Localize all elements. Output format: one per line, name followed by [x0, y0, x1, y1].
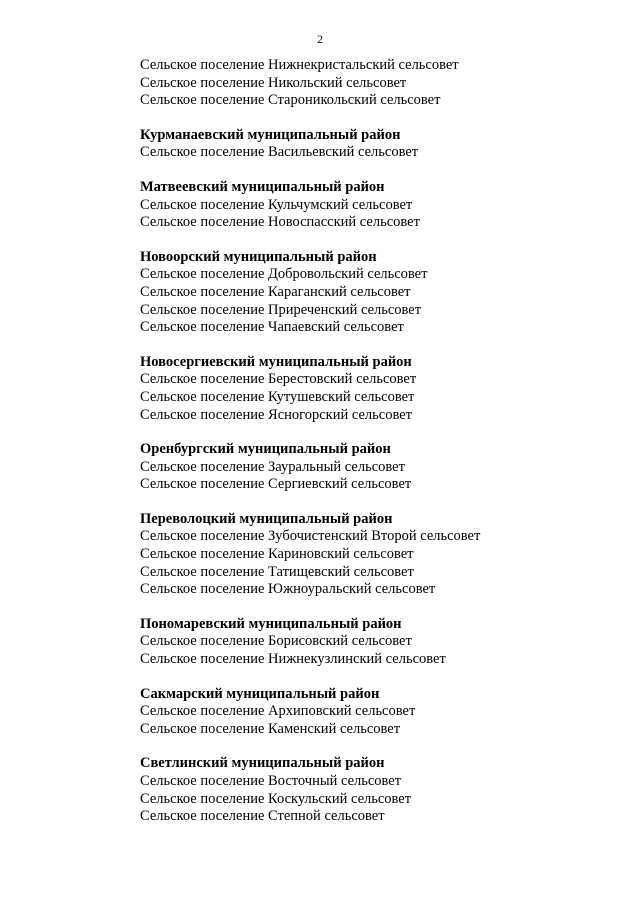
settlement-item: Сельское поселение Кульчумский сельсовет — [140, 196, 413, 213]
district-heading: Оренбургский муниципальный район — [140, 441, 391, 458]
settlement-item: Сельское поселение Караганский сельсовет — [140, 283, 411, 300]
settlement-item: Сельское поселение Кариновский сельсовет — [140, 546, 414, 563]
settlement-list — [140, 57, 620, 110]
district-section — [140, 686, 620, 739]
page-number: 2 — [317, 32, 323, 46]
settlement-item: Сельское поселение Южноуральский сельсовет — [140, 581, 436, 598]
settlement-item: Сельское поселение Чапаевский сельсовет — [140, 319, 404, 336]
district-heading: Матвеевский муниципальный район — [140, 178, 385, 195]
district-section — [140, 441, 620, 494]
settlement-item: Сельское поселение Ясногорский сельсовет — [140, 406, 412, 423]
district-heading: Переволоцкий муниципальный район — [140, 510, 393, 527]
district-section — [140, 755, 620, 825]
district-section — [140, 179, 620, 232]
settlement-item: Сельское поселение Кутушевский сельсовет — [140, 388, 415, 405]
district-section — [140, 249, 620, 337]
settlement-item: Сельское поселение Борисовский сельсовет — [140, 633, 412, 650]
settlement-item: Сельское поселение Нижнекузлинский сельсовет — [140, 651, 446, 668]
settlement-item: Сельское поселение Новоспасский сельсовет — [140, 214, 420, 231]
settlement-item: Сельское поселение Староникольский сельсовет — [140, 92, 441, 109]
district-section — [140, 354, 620, 424]
settlement-item: Сельское поселение Приреченский сельсовет — [140, 301, 422, 318]
document-body — [140, 57, 620, 843]
settlement-item: Сельское поселение Зауральный сельсовет — [140, 458, 405, 475]
settlement-item: Сельское поселение Коскульский сельсовет — [140, 790, 412, 807]
district-section — [140, 127, 620, 162]
settlement-item: Сельское поселение Архиповский сельсовет — [140, 703, 416, 720]
settlement-item: Сельское поселение Степной сельсовет — [140, 808, 385, 825]
settlement-item: Сельское поселение Восточный сельсовет — [140, 773, 402, 789]
settlement-item: Сельское поселение Никольский сельсовет — [140, 74, 407, 91]
district-heading: Курманаевский муниципальный район — [140, 126, 401, 143]
district-heading: Сакмарский муниципальный район — [140, 685, 380, 702]
settlement-item: Сельское поселение Васильевский сельсовет — [140, 144, 419, 161]
district-section — [140, 511, 620, 599]
settlement-item: Сельское поселение Татищевский сельсовет — [140, 563, 414, 580]
district-heading: Новоорский муниципальный район — [140, 248, 377, 265]
settlement-item: Сельское поселение Добровольский сельсовет — [140, 266, 428, 283]
district-heading: Новосергиевский муниципальный район — [140, 353, 412, 370]
settlement-item: Сельское поселение Берестовский сельсовет — [140, 371, 417, 388]
district-heading: Пономаревский муниципальный район — [140, 615, 402, 632]
settlement-item: Сельское поселение Каменский сельсовет — [140, 720, 401, 737]
settlement-item: Сельское поселение Сергиевский сельсовет — [140, 476, 412, 493]
settlement-item: Сельское поселение Нижнекристальский сельсовет — [140, 57, 459, 73]
district-heading: Светлинский муниципальный район — [140, 755, 385, 772]
district-section — [140, 616, 620, 669]
settlement-item: Сельское поселение Зубочистенский Второй сельсовет — [140, 528, 481, 545]
